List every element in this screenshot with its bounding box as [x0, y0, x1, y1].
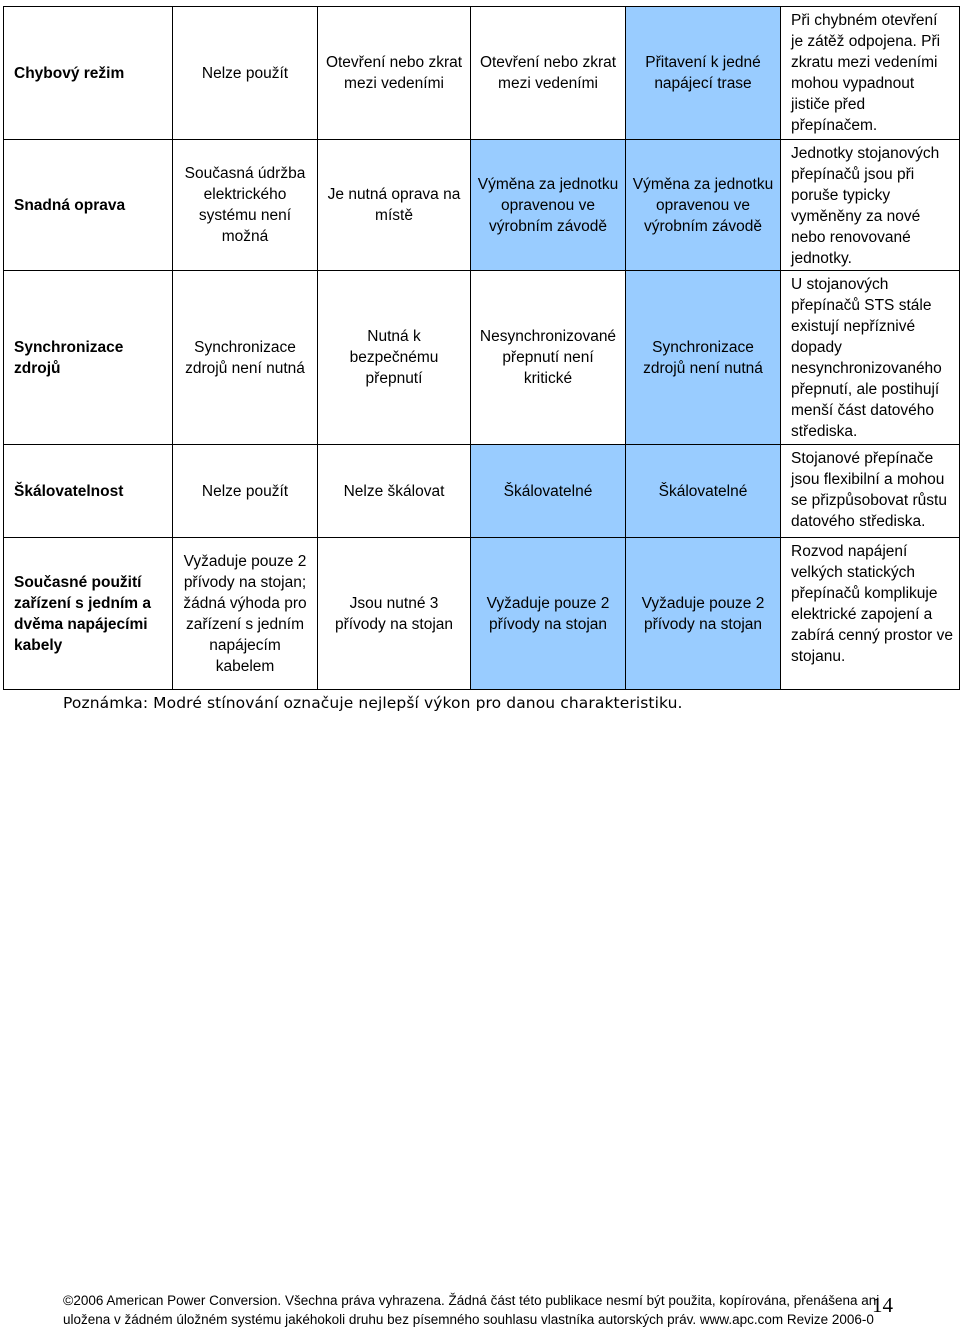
table-cell-highlighted: Škálovatelné [626, 445, 781, 538]
table-cell: Synchronizace zdrojů není nutná [173, 271, 318, 445]
note-cell: Jednotky stojanových přepínačů jsou při poruše typicky vyměněny za nové nebo renovované jednotky. [781, 140, 960, 271]
table-row [4, 271, 960, 445]
table-cell-highlighted: Vyžaduje pouze 2 přívody na stojan [626, 538, 781, 690]
page-number: 14 [872, 1293, 893, 1317]
note-cell: U stojanových přepínačů STS stále existují nepříznivé dopady nesynchronizovaného přepnutí, ale postihují menší část datového střediska. [781, 271, 960, 445]
table-row [4, 538, 960, 690]
comparison-table [3, 6, 960, 690]
row-header: Škálovatelnost [4, 445, 173, 538]
table-cell: Jsou nutné 3 přívody na stojan [318, 538, 471, 690]
footer-line-2: uložena v žádném úložném systému jakéhokoli druhu bez písemného souhlasu vlastníka autorských práv. www.apc.com Revize 2006-0 [63, 1312, 874, 1327]
table-cell-highlighted: Vyžaduje pouze 2 přívody na stojan [471, 538, 626, 690]
table-cell: Nesynchronizované přepnutí není kritické [471, 271, 626, 445]
table-row [4, 7, 960, 140]
shading-footnote: Poznámka: Modré stínování označuje nejlepší výkon pro danou charakteristiku. [63, 694, 683, 712]
table-cell-highlighted: Škálovatelné [471, 445, 626, 538]
table-cell: Nutná k bezpečnému přepnutí [318, 271, 471, 445]
table-cell: Otevření nebo zkrat mezi vedeními [318, 7, 471, 140]
row-header: Snadná oprava [4, 140, 173, 271]
table-cell: Otevření nebo zkrat mezi vedeními [471, 7, 626, 140]
table-cell: Vyžaduje pouze 2 přívody na stojan; žádná výhoda pro zařízení s jedním napájecím kabelem [173, 538, 318, 690]
table-row [4, 445, 960, 538]
table-cell-highlighted: Výměna za jednotku opravenou ve výrobním závodě [626, 140, 781, 271]
copyright-footer [63, 1291, 879, 1329]
table-cell-highlighted: Výměna za jednotku opravenou ve výrobním závodě [471, 140, 626, 271]
row-header: Synchronizace zdrojů [4, 271, 173, 445]
table-cell: Nelze použít [173, 7, 318, 140]
table-cell: Je nutná oprava na místě [318, 140, 471, 271]
table-cell-highlighted: Synchronizace zdrojů není nutná [626, 271, 781, 445]
note-cell: Rozvod napájení velkých statických přepínačů komplikuje elektrické zapojení a zabírá cenný prostor ve stojanu. [781, 538, 960, 690]
row-header: Současné použití zařízení s jedním a dvěma napájecími kabely [4, 538, 173, 690]
row-header: Chybový režim [4, 7, 173, 140]
table-row [4, 140, 960, 271]
copyright-icon: © [63, 1292, 74, 1308]
table-cell: Nelze použít [173, 445, 318, 538]
table-cell-highlighted: Přitavení k jedné napájecí trase [626, 7, 781, 140]
note-cell: Při chybném otevření je zátěž odpojena. Při zkratu mezi vedeními mohou vypadnout jističe před přepínačem. [781, 7, 960, 140]
footer-line-1: 2006 American Power Conversion. Všechna práva vyhrazena. Žádná část této publikace nesmí být použita, kopírována, přenášena ani [73, 1293, 880, 1308]
note-cell: Stojanové přepínače jsou flexibilní a mohou se přizpůsobovat růstu datového střediska. [781, 445, 960, 538]
table-cell: Současná údržba elektrického systému není možná [173, 140, 318, 271]
table-cell: Nelze škálovat [318, 445, 471, 538]
